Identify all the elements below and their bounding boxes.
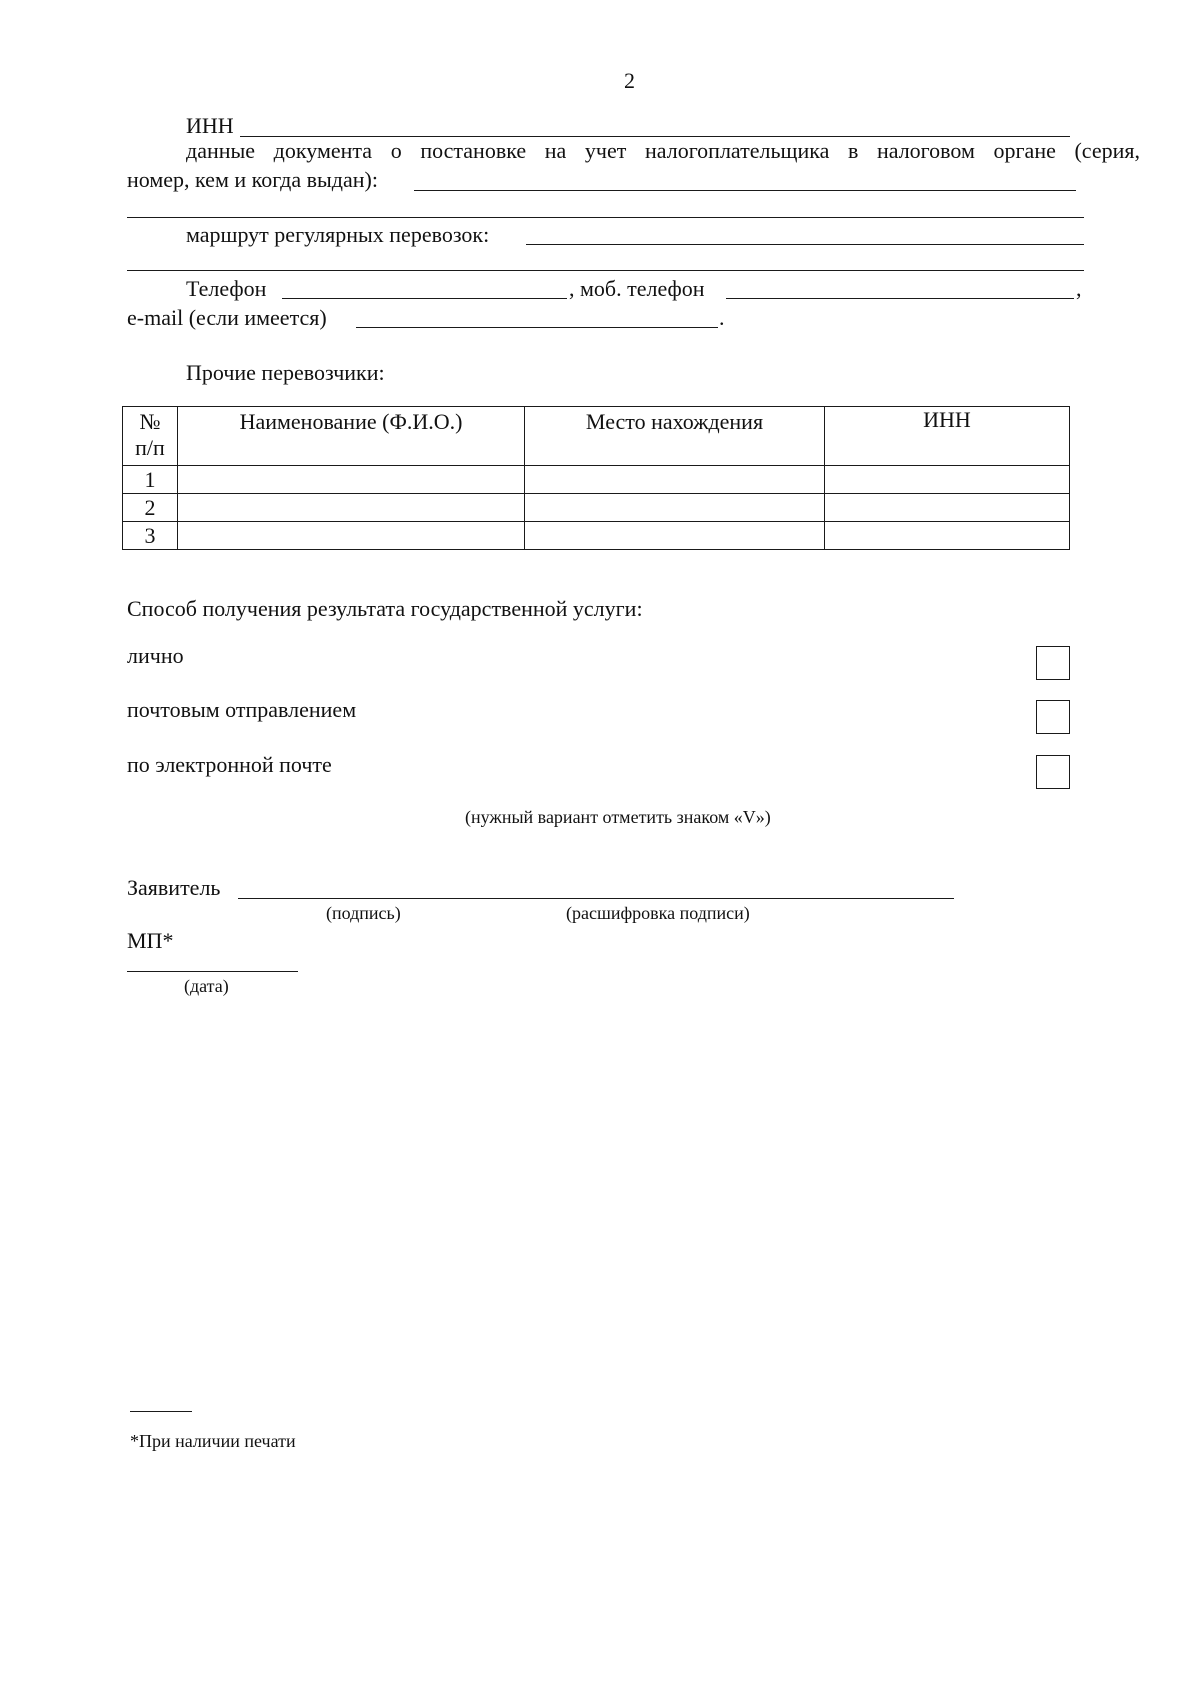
email-label: e-mail (если имеется): [127, 305, 327, 330]
footnote-separator: [130, 1411, 192, 1412]
date-field[interactable]: [127, 971, 298, 972]
row-inn-cell[interactable]: [825, 494, 1070, 522]
row-location-cell[interactable]: [525, 494, 825, 522]
date-caption: (дата): [184, 976, 229, 996]
page-number: 2: [624, 68, 635, 93]
col-header-inn: ИНН: [825, 407, 1070, 466]
applicant-label: Заявитель: [127, 875, 221, 900]
delivery-heading: Способ получения результата государственной услуги:: [127, 596, 643, 621]
row-name-cell[interactable]: [178, 494, 525, 522]
applicant-signature-field[interactable]: [238, 898, 954, 899]
table-row: [123, 494, 1070, 522]
table-row: [123, 522, 1070, 550]
delivery-option-checkbox-post[interactable]: [1036, 700, 1070, 734]
trailing-comma: ,: [1076, 276, 1082, 301]
row-location-cell[interactable]: [525, 466, 825, 494]
decoding-caption: (расшифровка подписи): [566, 903, 750, 923]
signature-caption: (подпись): [326, 903, 401, 923]
row-inn-cell[interactable]: [825, 466, 1070, 494]
route-field-line2[interactable]: [127, 270, 1084, 271]
inn-label: ИНН: [186, 113, 234, 138]
col-header-number: № п/п: [123, 407, 178, 466]
mobile-label: , моб. телефон: [569, 276, 705, 301]
tax-doc-label-line1: данные документа о постановке на учет налогоплательщика в налоговом органе (серия,: [186, 138, 1140, 163]
other-carriers-heading: Прочие перевозчики:: [186, 360, 385, 385]
other-carriers-table: [122, 406, 1070, 550]
row-name-cell[interactable]: [178, 522, 525, 550]
col-header-name: Наименование (Ф.И.О.): [178, 407, 525, 466]
tax-doc-label-line2: номер, кем и когда выдан):: [127, 167, 378, 192]
row-number: 1: [123, 466, 178, 494]
row-name-cell[interactable]: [178, 466, 525, 494]
tax-doc-field-line2[interactable]: [127, 217, 1084, 218]
row-number: 2: [123, 494, 178, 522]
table-header-row: [123, 407, 1070, 466]
phone-label: Телефон: [186, 276, 267, 301]
email-field[interactable]: [356, 327, 718, 328]
mobile-field[interactable]: [726, 298, 1074, 299]
delivery-option-label-post: почтовым отправлением: [127, 697, 357, 722]
row-inn-cell[interactable]: [825, 522, 1070, 550]
footnote: *При наличии печати: [130, 1431, 296, 1451]
phone-field[interactable]: [282, 298, 567, 299]
stamp-label: МП*: [127, 928, 174, 953]
table-row: [123, 466, 1070, 494]
route-label: маршрут регулярных перевозок:: [186, 222, 490, 247]
tax-doc-field-line1[interactable]: [414, 190, 1076, 191]
route-field-line1[interactable]: [526, 244, 1084, 245]
delivery-option-checkbox-email[interactable]: [1036, 755, 1070, 789]
email-end: .: [719, 305, 725, 330]
row-number: 3: [123, 522, 178, 550]
inn-field[interactable]: [240, 136, 1070, 137]
delivery-option-label-email: по электронной почте: [127, 752, 332, 777]
delivery-option-checkbox-in-person[interactable]: [1036, 646, 1070, 680]
col-header-location: Место нахождения: [525, 407, 825, 466]
delivery-hint: (нужный вариант отметить знаком «V»): [465, 807, 771, 827]
delivery-option-label-in-person: лично: [127, 643, 184, 668]
row-location-cell[interactable]: [525, 522, 825, 550]
